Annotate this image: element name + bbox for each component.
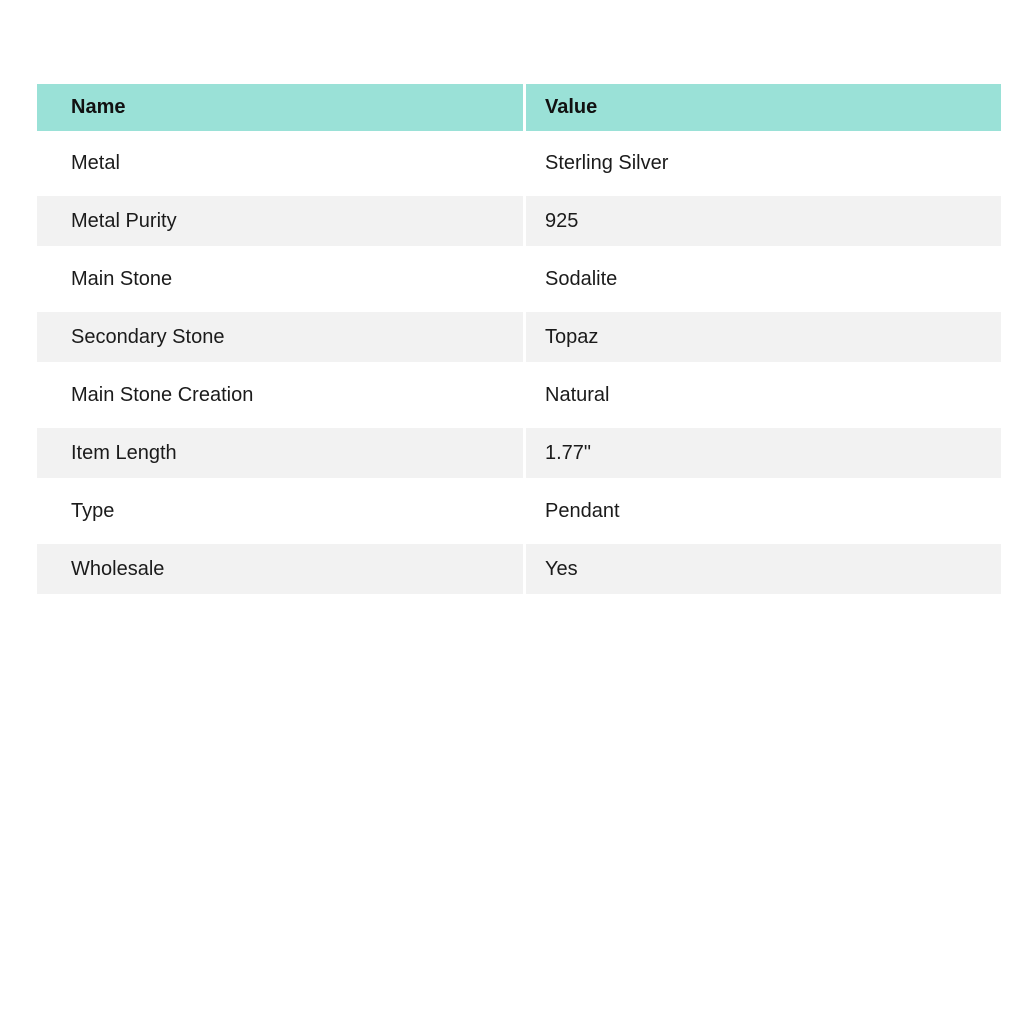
table-row bbox=[37, 482, 1001, 540]
spec-value-cell: 1.77" bbox=[526, 424, 1001, 482]
spec-name-cell: Metal bbox=[37, 134, 526, 192]
table-row bbox=[37, 250, 1001, 308]
table-row bbox=[37, 424, 1001, 482]
header-row bbox=[37, 84, 1001, 134]
column-header-name: Name bbox=[37, 84, 526, 134]
spec-name-cell: Main Stone Creation bbox=[37, 366, 526, 424]
spec-value-cell: Sterling Silver bbox=[526, 134, 1001, 192]
table-row bbox=[37, 366, 1001, 424]
spec-name-cell: Metal Purity bbox=[37, 192, 526, 250]
table-row bbox=[37, 192, 1001, 250]
spec-value-cell: Sodalite bbox=[526, 250, 1001, 308]
table-header bbox=[37, 84, 1001, 134]
table-row bbox=[37, 134, 1001, 192]
spec-value-cell: Yes bbox=[526, 540, 1001, 598]
item-specifics-table bbox=[37, 84, 1001, 598]
spec-value-cell: Topaz bbox=[526, 308, 1001, 366]
spec-name-cell: Type bbox=[37, 482, 526, 540]
spec-value-cell: Natural bbox=[526, 366, 1001, 424]
table-row bbox=[37, 540, 1001, 598]
spec-name-cell: Item Length bbox=[37, 424, 526, 482]
spec-value-cell: Pendant bbox=[526, 482, 1001, 540]
table-body bbox=[37, 134, 1001, 598]
spec-name-cell: Secondary Stone bbox=[37, 308, 526, 366]
table-row bbox=[37, 308, 1001, 366]
column-header-value: Value bbox=[526, 84, 1001, 134]
spec-name-cell: Main Stone bbox=[37, 250, 526, 308]
spec-value-cell: 925 bbox=[526, 192, 1001, 250]
spec-name-cell: Wholesale bbox=[37, 540, 526, 598]
